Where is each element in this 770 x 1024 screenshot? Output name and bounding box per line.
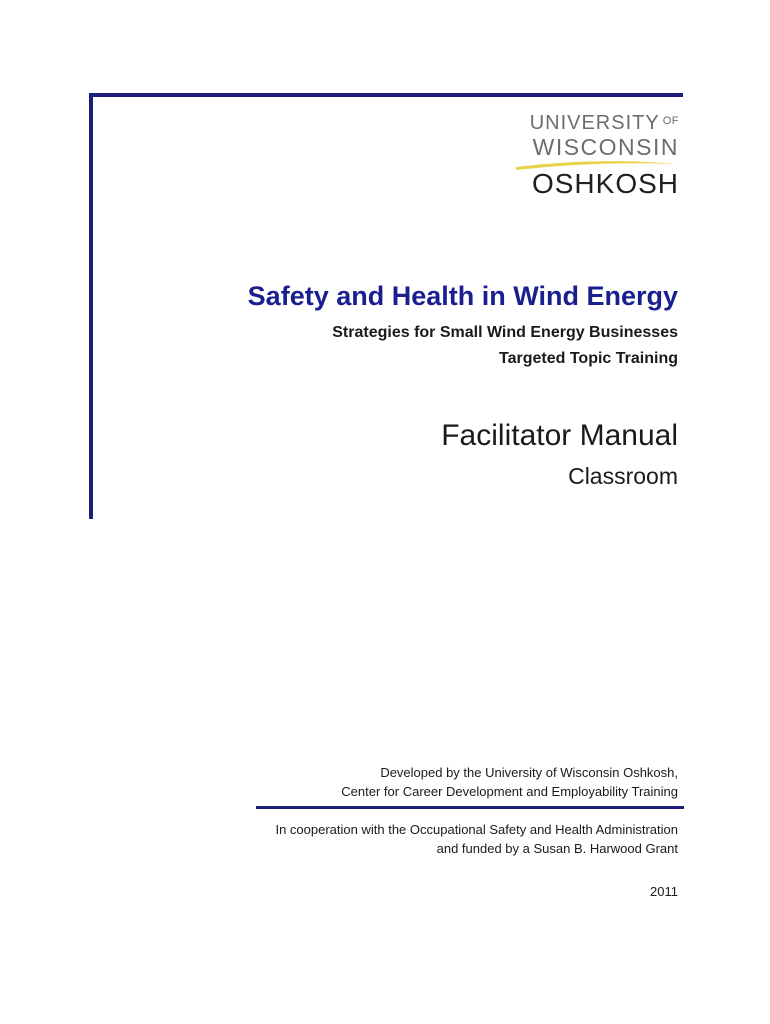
logo-oshkosh-text: OSHKOSH [531,168,679,199]
manual-title: Facilitator Manual [441,419,678,452]
credit-developed-line2: Center for Career Development and Employability Training [341,784,678,799]
credits-divider [256,806,684,809]
credit-developed-line1: Developed by the University of Wisconsin Oshkosh, [380,765,678,780]
logo-of-text: OF [662,115,679,127]
logo-wisconsin-text: WISCONSIN [532,134,679,160]
document-subtitle-training: Targeted Topic Training [499,350,678,367]
document-subtitle-strategies: Strategies for Small Wind Energy Businesses [332,324,678,341]
document-title: Safety and Health in Wind Energy [247,281,678,311]
credit-cooperation-line1: In cooperation with the Occupational Safety and Health Administration [275,822,678,837]
publication-year: 2011 [650,884,678,899]
manual-subtitle: Classroom [568,463,678,489]
cover-frame-left-rule [89,93,93,519]
logo-university-text: UNIVERSITY $^{OF}$ [529,112,679,134]
credit-cooperation-line2: and funded by a Susan B. Harwood Grant [436,841,678,856]
university-logo [514,110,679,200]
cover-frame-top-rule [89,93,683,97]
